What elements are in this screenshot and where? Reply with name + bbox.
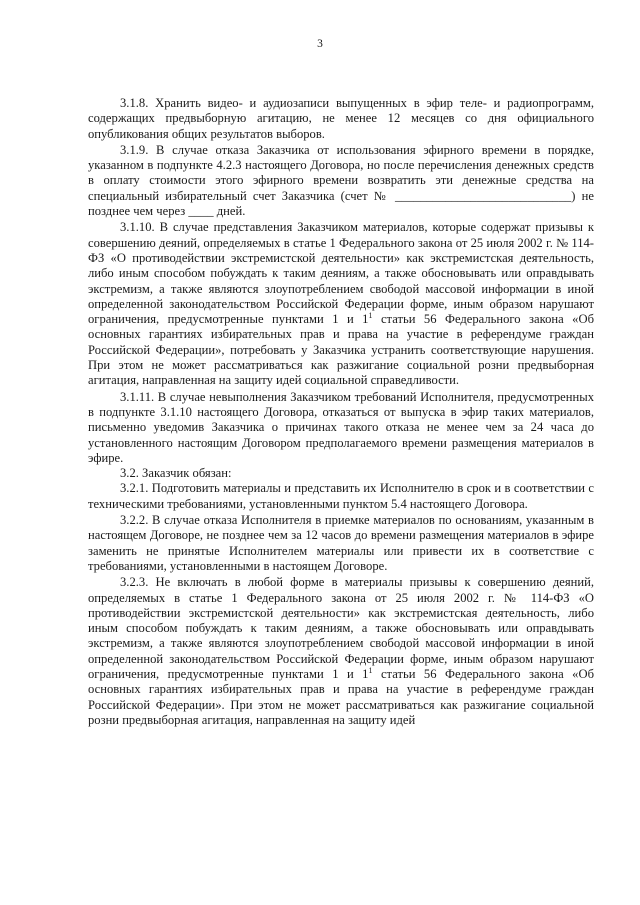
clause-text: статьи 56 Федерального закона «Об основных гарантиях избирательных прав и права на участие в референдуме граждан Российской Федерации». При этом не может рассматриваться как разжигание социальной розни предвыборная агитация, направленная на защиту идей <box>88 666 594 727</box>
clause-3-2: 3.2. Заказчик обязан: <box>120 466 232 481</box>
page-number: 3 <box>317 38 323 50</box>
clause-3-2-2: 3.2.2. В случае отказа Исполнителя в приемке материалов по основаниям, указанным в настоящем Договоре, не позднее чем за 12 часов до времени размещения материалов в эфире заменить не принятые Исполнителем материалы или привести их в соответствие с требованиями, установленными в настоящем Договоре. <box>88 513 594 573</box>
clause-text: статьи 56 Федерального закона «Об основных гарантиях избирательных прав и права на участие в референдуме граждан Российской Федерации», потребовать у Заказчика устранить соответствующие нарушения. При этом не может рассматриваться как разжигание социальной розни предвыборная агитация, направленная на защиту идей социальной справедливости. <box>88 312 594 388</box>
clause-text: 3.2.3. Не включать в любой форме в материалы призывы к совершению деяний, определяемых в статье 1 Федерального закона от 25 июля 2002 г. № 114-ФЗ «О противодействии экстремистской деятельности» как экстремистская деятельность, либо иным способом побуждать к таким деяниям, а также обосновывать или оправдывать экстремизм, а также являются злоупотреблением свободой массовой информации в иной определенной законодательством Российской Федерации форме, иным образом нарушают ограничения, предусмотренные пунктами 1 и 1 <box>88 575 594 681</box>
document-body <box>88 96 594 728</box>
clause-text: 3.1.10. В случае представления Заказчиком материалов, которые содержат призывы к совершению деяний, определяемых в статье 1 Федерального закона от 25 июля 2002 г. № 114-ФЗ «О противодействии экстремистской деятельности» как экстремистская деятельность, либо иным способом побуждать к таким деяниям, а также обосновывать или оправдывать экстремизм, а также являются злоупотреблением свободой массовой информации в иной определенной законодательством Российской Федерации форме, иным образом нарушают ограничения, предусмотренные пунктами 1 и 1 <box>88 220 594 327</box>
superscript: 1 <box>368 665 373 675</box>
superscript: 1 <box>368 310 373 320</box>
clause-3-2-1: 3.2.1. Подготовить материалы и представить их Исполнителю в срок и в соответствии с техническими требованиями, установленными пунктом 5.4 настоящего Договора. <box>88 481 594 511</box>
clause-3-1-10 <box>88 220 594 388</box>
clause-3-2-3 <box>88 575 594 728</box>
clause-3-1-8: 3.1.8. Хранить видео- и аудиозаписи выпущенных в эфир теле- и радиопрограмм, содержащих предвыборную агитацию, не менее 12 месяцев со дня официального опубликования общих результатов выборов. <box>88 96 594 141</box>
clause-3-1-11: 3.1.11. В случае невыполнения Заказчиком требований Исполнителя, предусмотренных в подпункте 3.1.10 настоящего Договора, отказаться от выпуска в эфир таких материалов, письменно уведомив Заказчика о причинах такого отказа не менее чем за 24 часа до установленного настоящим Договором предполагаемого времени размещения материалов в эфире. <box>88 389 594 465</box>
clause-3-1-9: 3.1.9. В случае отказа Заказчика от использования эфирного времени в порядке, указанном в подпункте 4.2.3 настоящего Договора, но после перечисления денежных средств в оплату стоимости этого эфирного времени возвратить эти денежные средства на специальный избирательный счет Заказчика (счет № ____________________________) не позднее чем через ____ дней. <box>88 142 594 219</box>
